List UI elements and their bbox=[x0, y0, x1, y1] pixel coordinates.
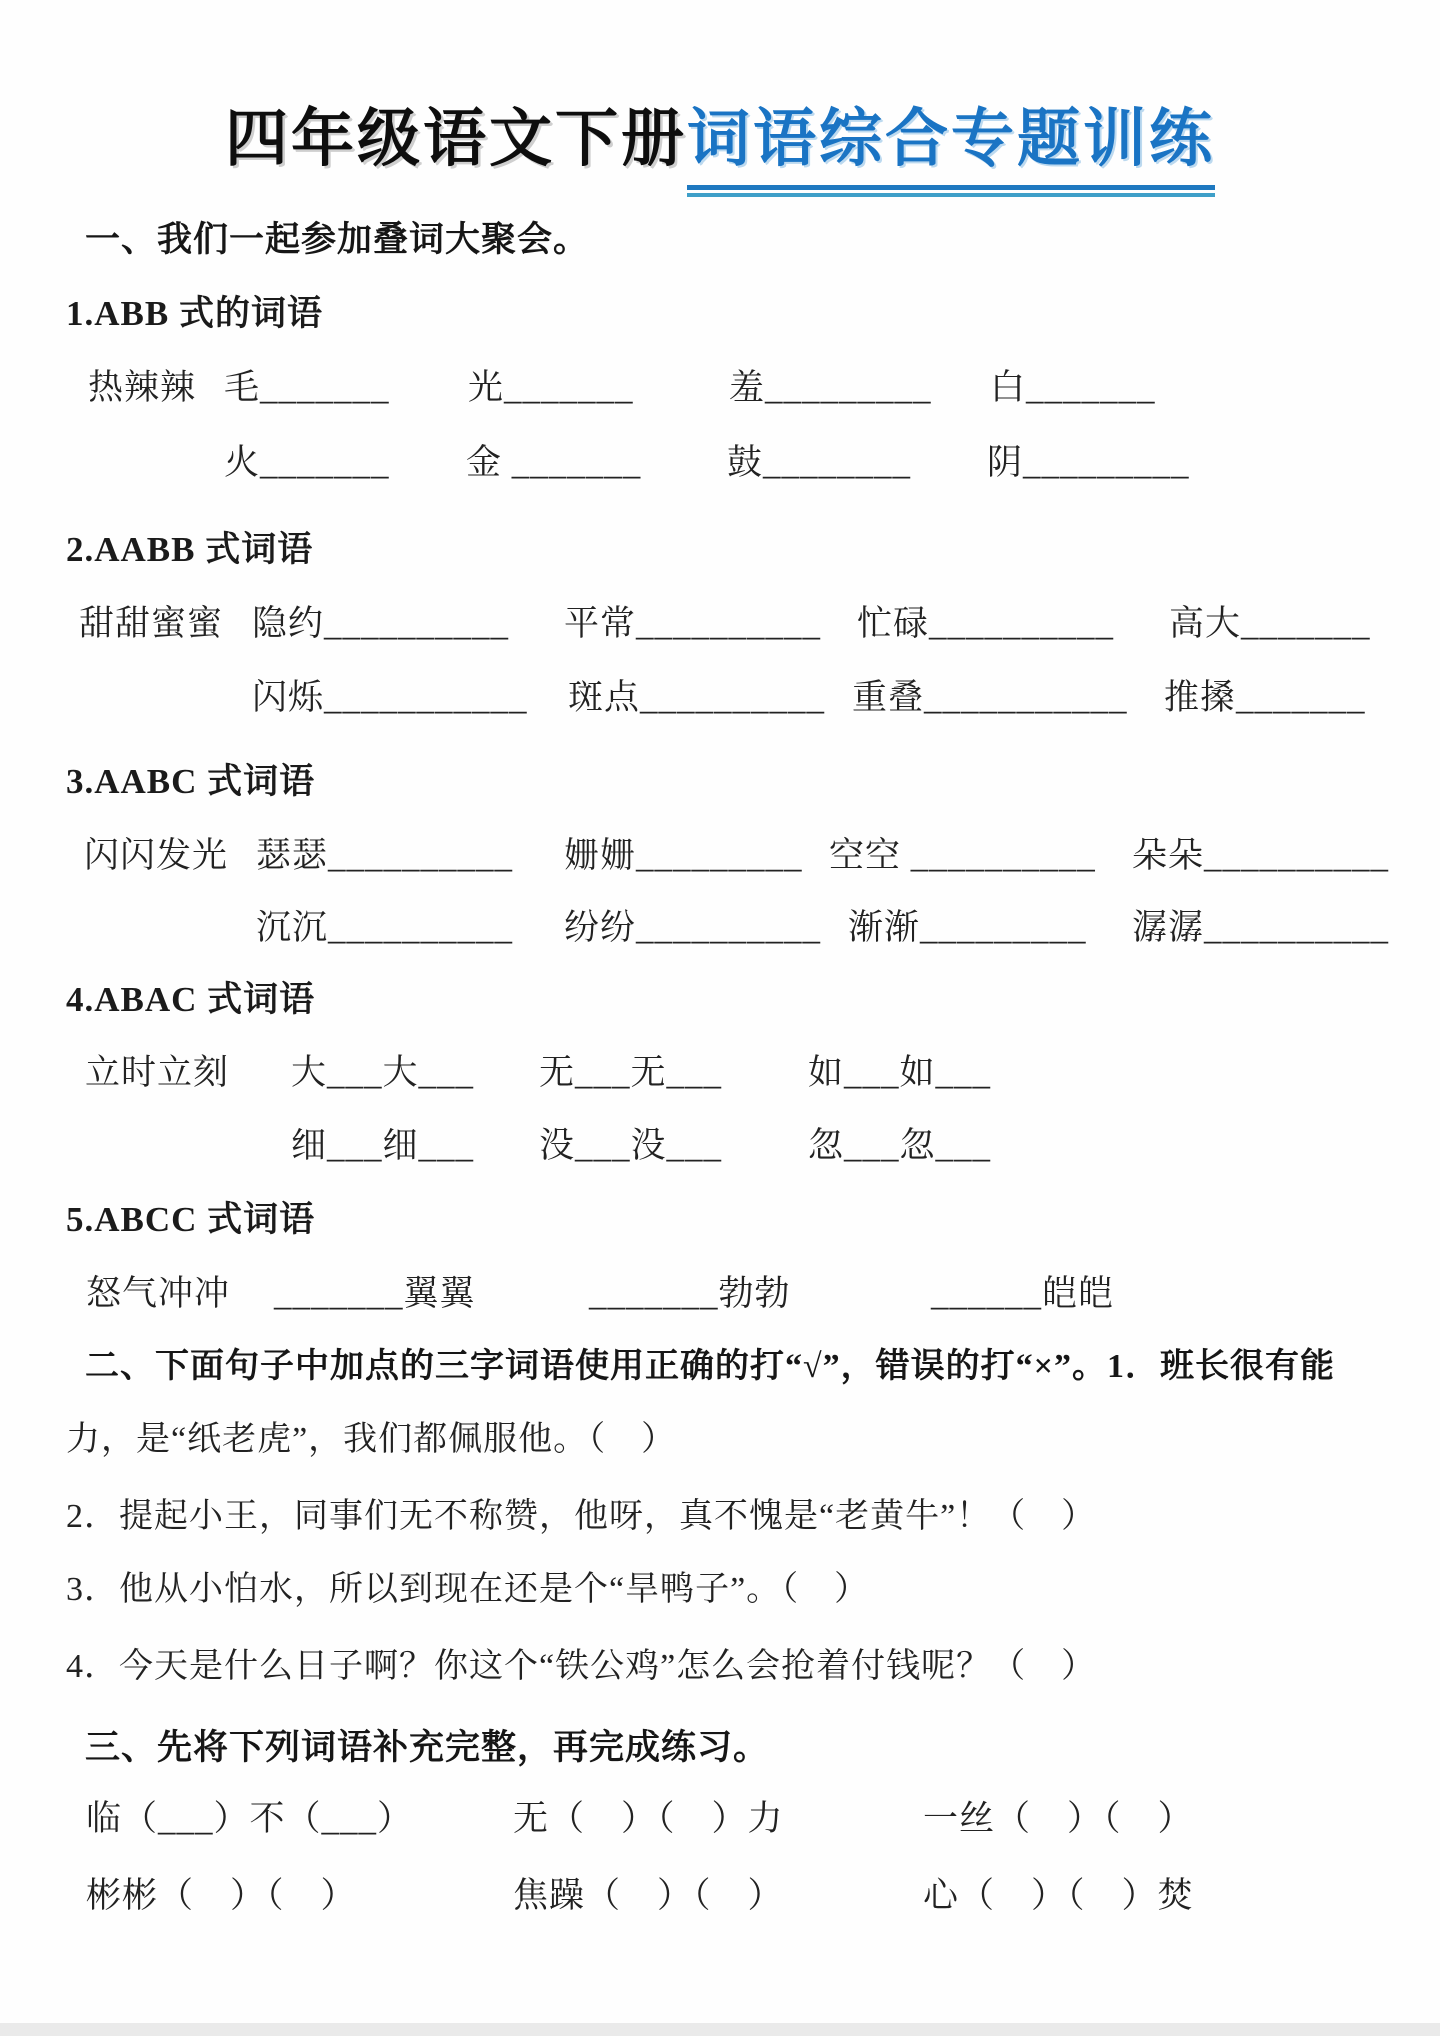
abcc-example-word: 怒气冲冲 bbox=[86, 1274, 231, 1313]
abac-heading: 4.ABAC 式词语 bbox=[66, 980, 316, 1019]
section-two-sentence-4: 4．今天是什么日子啊？你这个“铁公鸡”怎么会抢着付钱呢？（ ） bbox=[66, 1648, 1097, 1685]
fill-blank-item: 瑟瑟__________ bbox=[256, 836, 514, 875]
fill-blank-item: 一丝（ ）（ ） bbox=[923, 1799, 1194, 1838]
abb-example-word: 热辣辣 bbox=[88, 368, 197, 407]
fill-blank-item: 焦躁（ ）（ ） bbox=[513, 1876, 784, 1915]
page-title-black: 四年级语文下册 bbox=[225, 104, 687, 174]
fill-blank-item: 大___大___ bbox=[291, 1053, 475, 1092]
fill-blank-item: 朵朵__________ bbox=[1132, 836, 1390, 875]
section-two-heading-line1: 二、下面句子中加点的三字词语使用正确的打“√”，错误的打“×”。1．班长很有能 bbox=[85, 1348, 1336, 1385]
fill-blank-item: 鼓________ bbox=[727, 443, 912, 482]
fill-blank-item: 高大_______ bbox=[1169, 604, 1371, 643]
section-two-sentence-2: 2．提起小王，同事们无不称赞，他呀，真不愧是“老黄牛”！（ ） bbox=[66, 1498, 1097, 1535]
fill-blank-item: 白_______ bbox=[990, 368, 1156, 407]
abb-heading: 1.ABB 式的词语 bbox=[66, 294, 323, 333]
fill-blank-item: 无___无___ bbox=[539, 1053, 723, 1092]
fill-blank-item: ______皑皑 bbox=[931, 1274, 1115, 1313]
page-title-blue-underlined: 词语综合专题训练 bbox=[687, 88, 1215, 190]
fill-blank-item: 渐渐_________ bbox=[848, 908, 1087, 947]
section-two-sentence-1-continued: 力，是“纸老虎”，我们都佩服他。（ ） bbox=[66, 1421, 677, 1458]
fill-blank-item: 如___如___ bbox=[808, 1053, 992, 1092]
fill-blank-item: 闪烁___________ bbox=[252, 678, 528, 717]
fill-blank-item: 姗姗_________ bbox=[564, 836, 803, 875]
fill-blank-item: 心（ ）（ ）焚 bbox=[923, 1876, 1194, 1915]
fill-blank-item: 平常__________ bbox=[564, 604, 822, 643]
fill-blank-item: 彬彬（ ）（ ） bbox=[86, 1876, 357, 1915]
fill-blank-item: 沉沉__________ bbox=[256, 908, 514, 947]
section-three-heading: 三、先将下列词语补充完整，再完成练习。 bbox=[85, 1728, 770, 1767]
section-one-heading: 一、我们一起参加叠词大聚会。 bbox=[85, 220, 590, 259]
fill-blank-item: 推搡_______ bbox=[1164, 678, 1366, 717]
fill-blank-item: _______勃勃 bbox=[589, 1274, 791, 1313]
aabc-example-word: 闪闪发光 bbox=[84, 836, 229, 875]
fill-blank-item: 火_______ bbox=[224, 443, 390, 482]
fill-blank-item: 光_______ bbox=[468, 368, 634, 407]
fill-blank-item: 空空 __________ bbox=[829, 836, 1096, 875]
fill-blank-item: 金 _______ bbox=[466, 443, 642, 482]
aabb-example-word: 甜甜蜜蜜 bbox=[79, 604, 224, 643]
fill-blank-item: 纷纷__________ bbox=[564, 908, 822, 947]
fill-blank-item: 临（___）不（___） bbox=[86, 1799, 414, 1838]
fill-blank-item: 细___细___ bbox=[291, 1126, 475, 1165]
abcc-heading: 5.ABCC 式词语 bbox=[66, 1200, 316, 1239]
fill-blank-item: 忙碌__________ bbox=[857, 604, 1115, 643]
abac-example-word: 立时立刻 bbox=[85, 1053, 230, 1092]
fill-blank-item: 潺潺__________ bbox=[1132, 908, 1390, 947]
fill-blank-item: 毛_______ bbox=[224, 368, 390, 407]
page-bottom-edge bbox=[0, 2023, 1440, 2036]
fill-blank-item: 没___没___ bbox=[539, 1126, 723, 1165]
fill-blank-item: 斑点__________ bbox=[568, 678, 826, 717]
fill-blank-item: 羞_________ bbox=[729, 368, 932, 407]
fill-blank-item: 无（ ）（ ）力 bbox=[513, 1799, 784, 1838]
aabc-heading: 3.AABC 式词语 bbox=[66, 762, 316, 801]
fill-blank-item: 隐约__________ bbox=[252, 604, 510, 643]
fill-blank-item: 阴_________ bbox=[987, 443, 1190, 482]
section-two-sentence-3: 3．他从小怕水，所以到现在还是个“旱鸭子”。（ ） bbox=[66, 1571, 870, 1608]
fill-blank-item: 重叠___________ bbox=[852, 678, 1128, 717]
fill-blank-item: 忽___忽___ bbox=[808, 1126, 992, 1165]
fill-blank-item: _______翼翼 bbox=[274, 1274, 476, 1313]
page-title bbox=[0, 88, 1440, 190]
aabb-heading: 2.AABB 式词语 bbox=[66, 530, 314, 569]
